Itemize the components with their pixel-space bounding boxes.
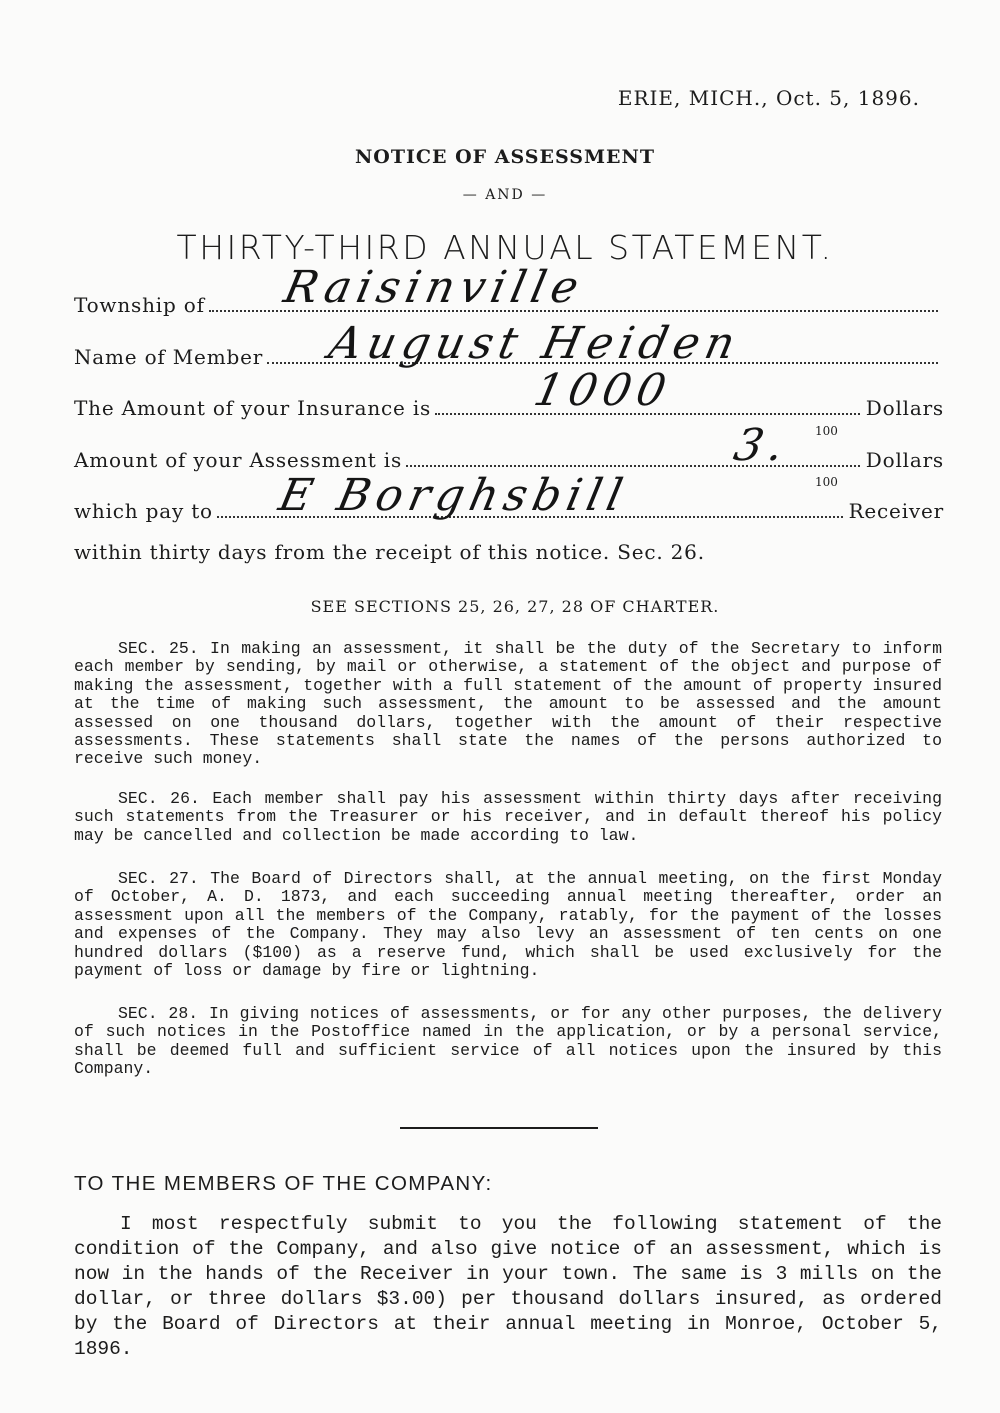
insurance-row xyxy=(74,395,944,429)
letter-salutation: TO THE MEMBERS OF THE COMPANY: xyxy=(74,1172,493,1195)
assessment-unit: Dollars xyxy=(865,448,944,472)
insurance-unit: Dollars xyxy=(865,396,944,420)
statement-title: THIRTY-THIRD ANNUAL STATEMENT. xyxy=(176,228,834,267)
dateline: ERIE, MICH., Oct. 5, 1896. xyxy=(617,86,920,110)
notice-heading: NOTICE OF ASSESSMENT xyxy=(354,146,656,168)
member-handwritten: August Heiden xyxy=(324,318,746,369)
and-divider: — AND — xyxy=(462,187,548,203)
assessment-cents: 100 xyxy=(815,475,838,489)
payto-handwritten: E Borghsbill xyxy=(274,470,633,521)
section-28-text: SEC. 28. In giving notices of assessments, or for any other purposes, the delivery of such notices in the Postoffice named in the application, or by a personal service, shall be deemed full and sufficient service of all notices upon the insured by this Company. xyxy=(74,1004,942,1079)
assessment-handwritten: 3. xyxy=(729,420,795,471)
section-26-text: SEC. 26. Each member shall pay his assessment within thirty days after receiving such statements from the Treasurer or his receiver, and in default thereof his policy may be cancelled and collection be made according to law. xyxy=(74,789,942,845)
section-26 xyxy=(74,790,942,845)
insurance-label: The Amount of your Insurance is xyxy=(74,396,432,420)
township-label: Township of xyxy=(74,293,205,317)
insurance-handwritten: 1000 xyxy=(529,365,677,416)
section-27-text: SEC. 27. The Board of Directors shall, at the annual meeting, on the first Monday of October, A. D. 1873, and each succeeding annual meeting thereafter, order an assessment upon all the members of the Company, ratably, for the payment of the losses and expenses of the Company. They may also levy an assessment of ten cents on one hundred dollars ($100) as a reserve fund, which shall be used exclusively for the payment of loss or damage by fire or lightning. xyxy=(74,869,942,981)
section-25-text: SEC. 25. In making an assessment, it shall be the duty of the Secretary to inform each member by sending, by mail or otherwise, a statement of the object and purpose of making the assessment, together with a full statement of the amount of property insured at the time of making such assessment, the amount to be assessed and the amount assessed on one thousand dollars, together with the amount of their respective assessments. These statements shall state the names of the persons authorized to receive such money. xyxy=(74,639,942,769)
letter-body-text: I most respectfuly submit to you the following statement of the condition of the Company, and also give notice of an assessment, which is now in the hands of the Receiver in your town. The same is 3 mills on the dollar, or three dollars $3.00) per thousand dollars insured, as ordered by the Board of Directors at their annual meeting in Monroe, October 5, 1896. xyxy=(74,1213,942,1360)
charter-heading: SEE SECTIONS 25, 26, 27, 28 OF CHARTER. xyxy=(310,597,720,616)
township-handwritten: Raisinville xyxy=(279,262,589,313)
assessment-label: Amount of your Assessment is xyxy=(74,448,403,472)
section-28 xyxy=(74,1005,942,1079)
payto-unit: Receiver xyxy=(848,499,944,523)
letter-body xyxy=(74,1212,942,1362)
section-25 xyxy=(74,640,942,769)
payto-label: which pay to xyxy=(74,499,213,523)
section-27 xyxy=(74,870,942,980)
assessment-dots xyxy=(406,447,860,467)
member-label: Name of Member xyxy=(74,345,264,369)
insurance-cents: 100 xyxy=(815,424,838,438)
divider-rule xyxy=(400,1127,598,1129)
within-thirty-days: within thirty days from the receipt of this notice. Sec. 26. xyxy=(74,540,705,564)
